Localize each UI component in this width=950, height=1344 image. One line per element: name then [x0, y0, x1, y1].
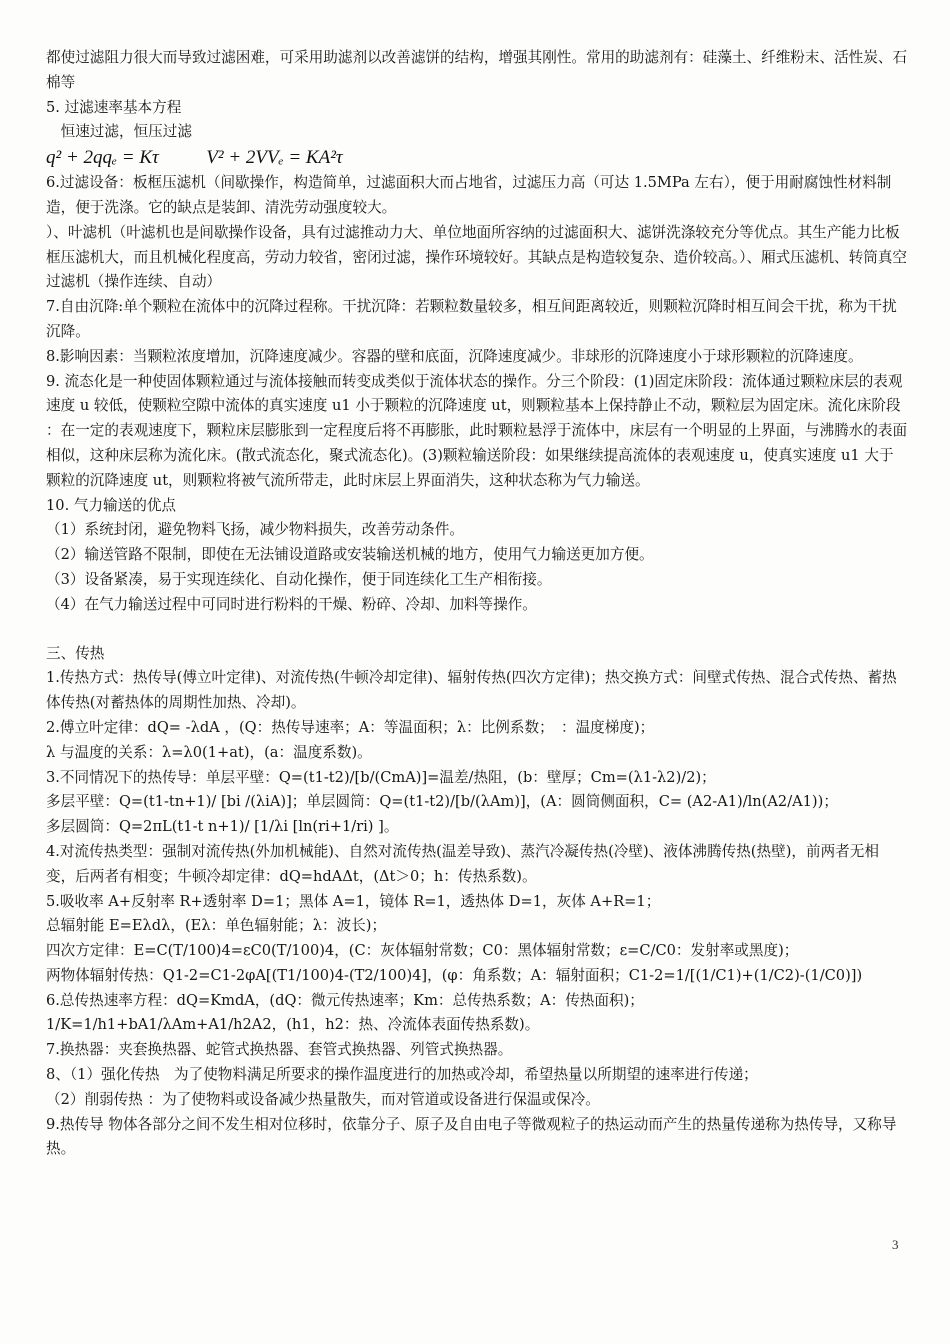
paragraph: 3.不同情况下的热传导：单层平壁：Q=(t1-t2)/[b/(CmA)]=温差/热阻，(b：壁厚；Cm=(λ1-λ2)/2)； [46, 768, 716, 786]
paragraph: 2.傅立叶定律：dQ= -λdA ，(Q：热传导速率；A：等温面积；λ：比例系数； ：温度梯度)； [46, 718, 655, 736]
paragraph: 8.影响因素：当颗粒浓度增加，沉降速度减少。容器的壁和底面，沉降速度减少。非球形的沉降速度小于球形颗粒的沉降速度。 [46, 347, 863, 365]
filtration-formula: q² + 2qqₑ = Kτ V² + 2VVₑ = KA²τ [46, 147, 343, 169]
spacer [46, 618, 908, 642]
heading-pneumatic-conveying: 10. 气力输送的优点 [46, 496, 177, 514]
paragraph: （2）削弱传热 ：为了使物料或设备减少热量散失，而对管道或设备进行保温或保冷。 [46, 1090, 600, 1108]
paragraph: 9.热传导 物体各部分之间不发生相对位移时，依靠分子、原子及自由电子等微观粒子的热运动而产生的热量传递称为热传导，又称导热。 [46, 1115, 897, 1158]
paragraph: 1/K=1/h1+bA1/λAm+A1/h2A2，(h1，h2：热、冷流体表面传热系数)。 [46, 1016, 540, 1034]
list-item: （3）设备紧凑，易于实现连续化、自动化操作，便于同连续化工生产相衔接。 [46, 570, 552, 588]
paragraph: 1.传热方式：热传导(傅立叶定律)、对流传热(牛顿冷却定律)、辐射传热(四次方定律)；热交换方式：间壁式传热、混合式传热、蓄热体传热(对蓄热体的周期性加热、冷却)。 [46, 669, 897, 712]
paragraph: λ 与温度的关系：λ=λ0(1+at)，(a：温度系数)。 [46, 743, 372, 761]
paragraph: 总辐射能 E=Eλdλ，(Eλ：单色辐射能；λ：波长)； [46, 917, 387, 935]
paragraph: 多层平壁：Q=(t1-tn+1)/ [bi /(λiA)]；单层圆筒：Q=(t1-t2)/[b/(λAm)]，(A：圆筒侧面积，C= (A2-A1)/ln(A2/A1))； [46, 793, 838, 811]
paragraph: 6.总传热速率方程：dQ=KmdA，(dQ：微元传热速率；Km：总传热系数；A：传热面积)； [46, 991, 644, 1009]
document-body [46, 46, 908, 1162]
paragraph: ）、叶滤机（叶滤机也是间歇操作设备，具有过滤推动力大、单位地面所容纳的过滤面积大、滤饼洗涤较充分等优点。其生产能力比板框压滤机大，而且机械化程度高，劳动力较省，密闭过滤，操作环境较好。其缺点是构造较复杂、造价较高。）、厢式压滤机、转筒真空过滤机（操作连续、自动） [46, 223, 908, 291]
list-item: （2）输送管路不限制，即使在无法铺设道路或安装输送机械的地方，使用气力输送更加方便。 [46, 546, 654, 564]
paragraph: 恒速过滤，恒压过滤 [46, 123, 192, 141]
paragraph: 多层圆筒：Q=2πL(t1-t n+1)/ [1/λi [ln(ri+1/ri) ]。 [46, 818, 399, 836]
paragraph: 4.对流传热类型：强制对流传热(外加机械能)、自然对流传热(温差导致)、蒸汽冷凝传热(冷壁)、液体沸腾传热(热壁)，前两者无相变，后两者有相变；牛顿冷却定律：dQ=hdAΔt，(Δt＞0；h：传热系数)。 [46, 842, 879, 885]
paragraph: 8、（1）强化传热 为了使物料满足所要求的操作温度进行的加热或冷却，希望热量以所期望的速率进行传递； [46, 1066, 758, 1084]
paragraph: 6.过滤设备：板框压滤机（间歇操作，构造简单，过滤面积大而占地省，过滤压力高（可达 1.5MPa 左右），便于用耐腐蚀性材料制造，便于洗涤。它的缺点是装卸、清洗劳动强度较大。 [46, 174, 892, 216]
paragraph: 9. 流态化是一种使固体颗粒通过与流体接触而转变成类似于流体状态的操作。分三个阶段：(1)固定床阶段：流体通过颗粒床层的表观速度 u 较低，使颗粒空隙中流体的真实速度 u1 小于颗粒的沉降速度 ut，则颗粒基本上保持静止不动，颗粒层为固定床。流化床阶段 ：在一定的表观速度下，颗粒床层膨胀到一定程度后将不再膨胀，此时颗粒悬浮于流体中，床层有一个明显的上界面，与沸腾水的表面相似，这种床层称为流化床。(散式流态化，聚式流态化)。(3)颗粒输送阶段：如果继续提高流体的表观速度 u，使真实速度 u1 大于颗粒的沉降速度 ut，则颗粒将被气流所带走，此时床层上界面消失，这种状态称为气力输送。 [46, 372, 908, 489]
paragraph: 两物体辐射传热：Q1-2=C1-2φA[(T1/100)4-(T2/100)4]，(φ：角系数；A：辐射面积；C1-2=1/[(1/C1)+(1/C2)-(1/C0)]) [46, 966, 863, 984]
paragraph: 7.自由沉降:单个颗粒在流体中的沉降过程称。干扰沉降：若颗粒数量较多，相互间距离较近，则颗粒沉降时相互间会干扰，称为干扰沉降。 [46, 298, 897, 340]
paragraph: 5.吸收率 A+反射率 R+透射率 D=1；黑体 A=1，镜体 R=1，透热体 D=1，灰体 A+R=1； [46, 892, 661, 910]
section-title: 三、传热 [46, 644, 105, 662]
heading-filtration-equation: 5. 过滤速率基本方程 [46, 98, 182, 116]
page-number: 3 [892, 1237, 899, 1252]
list-item: （4）在气力输送过程中可同时进行粉料的干燥、粉碎、冷却、加料等操作。 [46, 595, 537, 613]
paragraph: 都使过滤阻力很大而导致过滤困难，可采用助滤剂以改善滤饼的结构，增强其刚性。常用的助滤剂有：硅藻土、纤维粉末、活性炭、石棉等 [46, 49, 908, 91]
list-item: （1）系统封闭，避免物料飞扬，减少物料损失，改善劳动条件。 [46, 521, 464, 539]
paragraph: 四次方定律：E=C(T/100)4=εC0(T/100)4，(C：灰体辐射常数；C0：黑体辐射常数；ε=C/C0：发射率或黑度)； [46, 942, 799, 960]
paragraph: 7.换热器：夹套换热器、蛇管式换热器、套管式换热器、列管式换热器。 [46, 1041, 513, 1059]
